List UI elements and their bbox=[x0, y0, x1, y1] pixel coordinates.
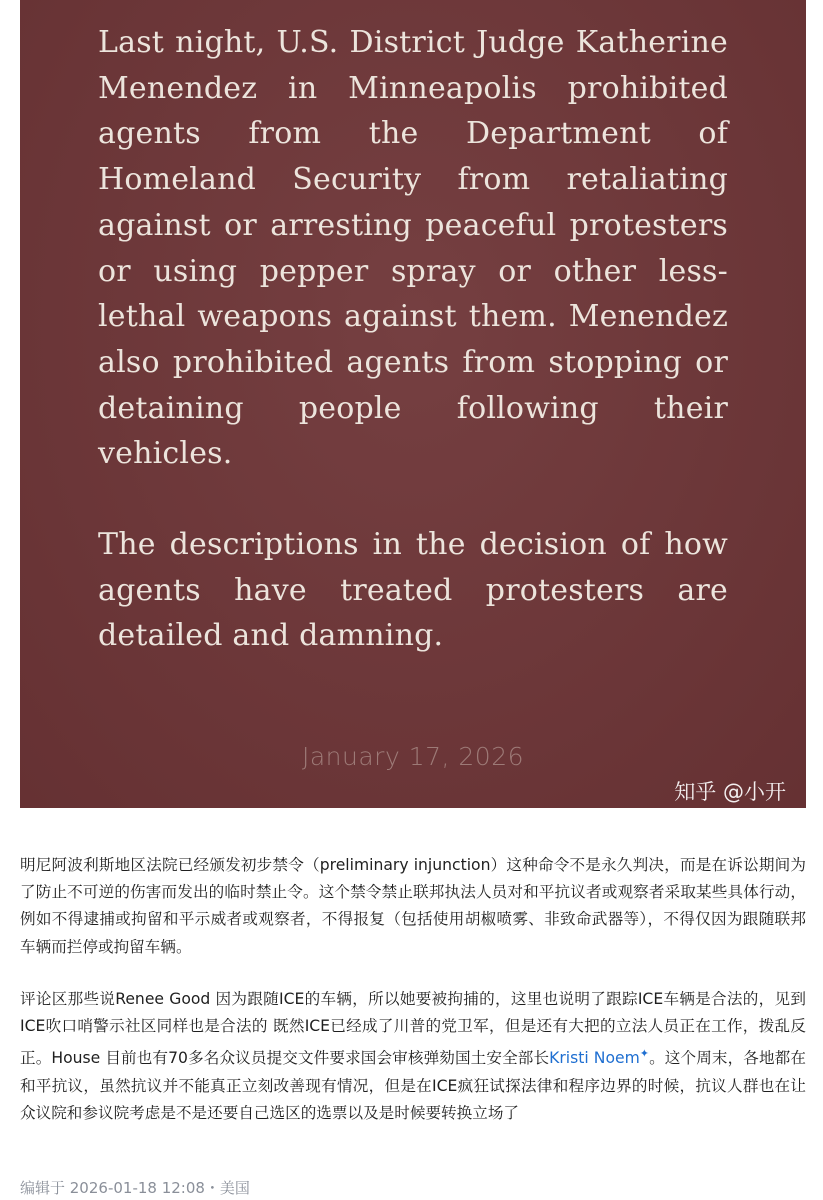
answer-body bbox=[20, 852, 806, 1127]
zhihu-watermark: 知乎 @小开 bbox=[674, 780, 786, 804]
article-paragraph-2 bbox=[20, 986, 806, 1127]
article-paragraph-1: 明尼阿波利斯地区法院已经颁发初步禁令（preliminary injunction）这种命令不是永久判决，而是在诉讼期间为了防止不可逆的伤害而发出的临时禁止令。这个禁令禁止联邦执法人员对和平抗议者或观察者采取某些具体行动，例如不得逮捕或拘留和平示威者或观察者，不得报复（包括使用胡椒喷雾、非致命武器等），不得仅因为跟随联邦车辆而拦停或拘留车辆。 bbox=[20, 856, 806, 956]
quote-paragraph-1: Last night, U.S. District Judge Katherine Menendez in Minneapolis prohibited agents from the Department of Homeland Security from retaliating against or arresting peaceful protesters or using pepper spray or other less-lethal weapons against them. Menendez also prohibited agents from stopping or detaining people following their vehicles. bbox=[98, 25, 728, 472]
article-paragraph-2-text-end: 。这个周末，各地都在和平抗议，虽然抗议并不能真正立刻改善现有情况，但是在ICE疯狂试探法律和程序边界的时候，抗议人群也在让众议院和参议院考虑是不是还要自己选区的选票以及是时候要转换立场了 bbox=[20, 1049, 806, 1122]
edit-timestamp: 编辑于 2026-01-18 12:08・美国 bbox=[20, 1179, 250, 1197]
quote-date: January 17, 2026 bbox=[301, 742, 525, 771]
quote-paragraph-2: The descriptions in the decision of how agents have treated protesters are detailed and damning. bbox=[98, 527, 728, 654]
quote-text bbox=[98, 20, 728, 659]
article-paragraph-2-text-start: 评论区那些说Renee Good 因为跟随ICE的车辆，所以她要被拘捕的，这里也说明了跟踪ICE车辆是合法的，见到ICE吹口哨警示社区同样也是合法的 既然ICE已经成了川普的党卫军，但是还有大把的立法人员正在工作，拨乱反正。House 目前也有70多名众议员提交文件要求国会审核弹劾国土安全部长 bbox=[20, 989, 806, 1068]
user-mention-link[interactable]: Kristi Noem bbox=[549, 1049, 640, 1068]
quote-image[interactable] bbox=[20, 0, 806, 808]
mention-sparkle-icon: ✦ bbox=[639, 1047, 649, 1061]
